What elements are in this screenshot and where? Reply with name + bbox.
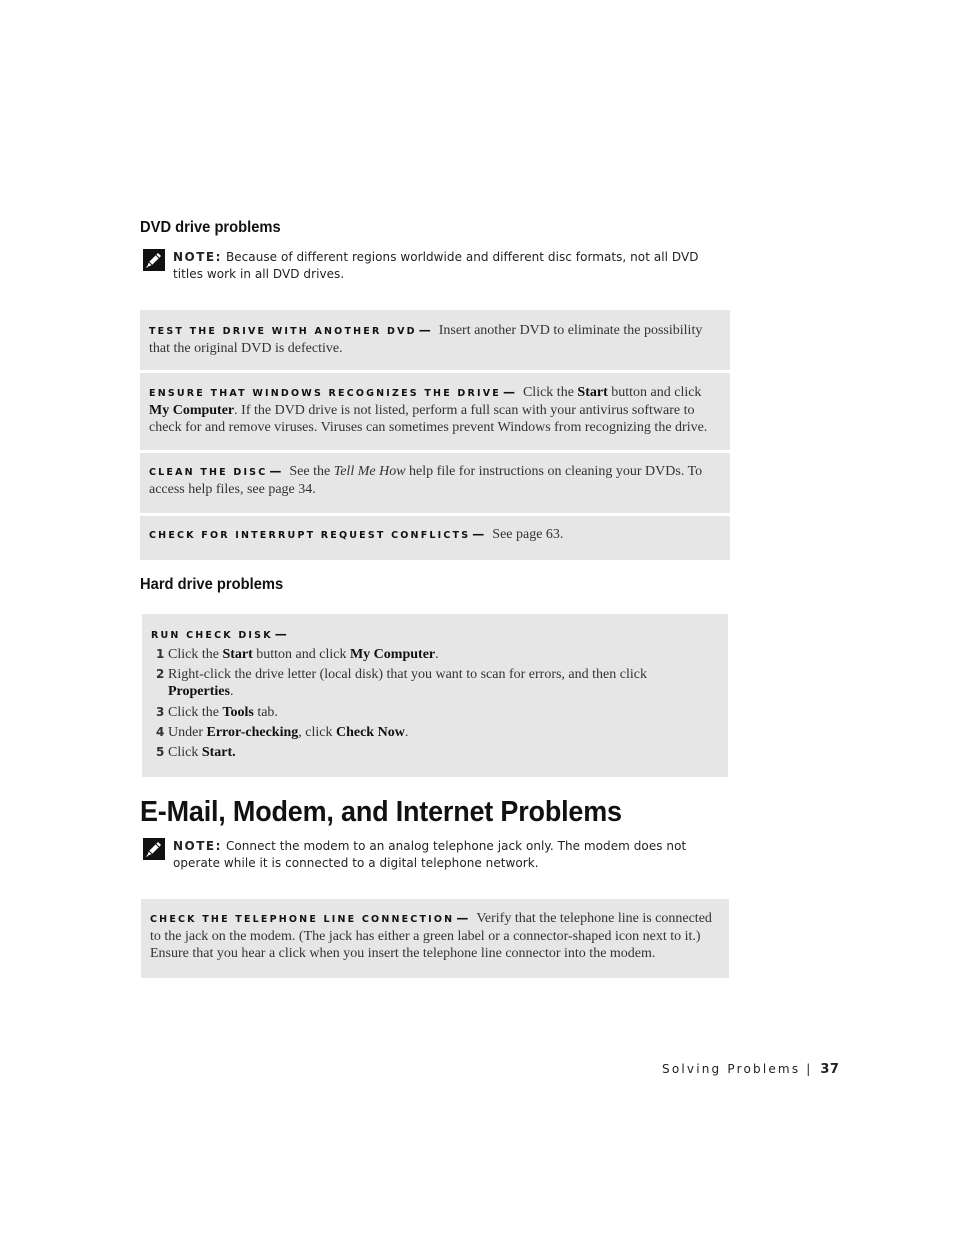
page-number: 37 [820, 1062, 840, 1077]
note-text: Because of different regions worldwide and different disc formats, not all DVD titles work in all DVD drives. [173, 250, 699, 281]
tip-title: RUN CHECK DISK — [151, 627, 287, 641]
tip-title: ENSURE THAT WINDOWS RECOGNIZES THE DRIVE — [149, 385, 515, 399]
page-footer [662, 1062, 839, 1077]
list-item: 2 Right-click the drive letter (local disk) that you want to scan for errors, and then click Properties. [156, 667, 647, 699]
tip-title: TEST THE DRIVE WITH ANOTHER DVD — [149, 323, 431, 337]
tip-box-clean-disc: CLEAN THE DISC — See the Tell Me How help file for instructions on cleaning your DVDs. To access help files, see page 34. [140, 453, 730, 513]
list-item: 1 Click the Start button and click My Computer. [156, 647, 439, 662]
pencil-note-icon [143, 249, 165, 271]
tip-box-telephone-line [141, 899, 729, 978]
tip-box-windows-recognizes: ENSURE THAT WINDOWS RECOGNIZES THE DRIVE — Click the Start button and click My Computer. If the DVD drive is not listed, perform a full scan with your antivirus software to check for and remove viruses. Viruses can sometimes prevent Windows from recognizing the drive. [140, 373, 730, 450]
note-dvd [173, 249, 723, 283]
tip-text: Verify that the telephone line is connected to the jack on the modem. (The jack has either a green label or a connector-shaped icon next to it.) Ensure that you hear a click when you insert the telephone line connector into the modem. [150, 911, 712, 961]
footer-separator: | [806, 1062, 811, 1076]
section-heading-hard-drive: Hard drive problems [140, 576, 284, 593]
page-title: E-Mail, Modem, and Internet Problems [140, 796, 622, 828]
tip-box-irq-conflicts: CHECK FOR INTERRUPT REQUEST CONFLICTS — See page 63. [140, 516, 730, 560]
note-text: Connect the modem to an analog telephone jack only. The modem does not operate while it is connected to a digital telephone network. [173, 839, 687, 870]
pencil-note-icon [143, 838, 165, 860]
tip-title: CHECK FOR INTERRUPT REQUEST CONFLICTS — [149, 527, 485, 541]
note-modem [173, 838, 733, 872]
list-item: 5 Click Start. [156, 745, 236, 760]
note-label: NOTE: [173, 250, 222, 264]
tip-text: Insert another DVD to eliminate the possibility that the original DVD is defective. [149, 323, 703, 356]
list-item: 3 Click the Tools tab. [156, 705, 278, 720]
tip-title: CLEAN THE DISC — [149, 464, 282, 478]
footer-section: Solving Problems [662, 1062, 801, 1076]
tip-box-test-drive [140, 310, 730, 370]
tip-title: CHECK THE TELEPHONE LINE CONNECTION — [150, 911, 469, 925]
list-item: 4 Under Error-checking, click Check Now. [156, 725, 409, 740]
note-label: NOTE: [173, 839, 222, 853]
section-heading-dvd: DVD drive problems [140, 219, 281, 236]
